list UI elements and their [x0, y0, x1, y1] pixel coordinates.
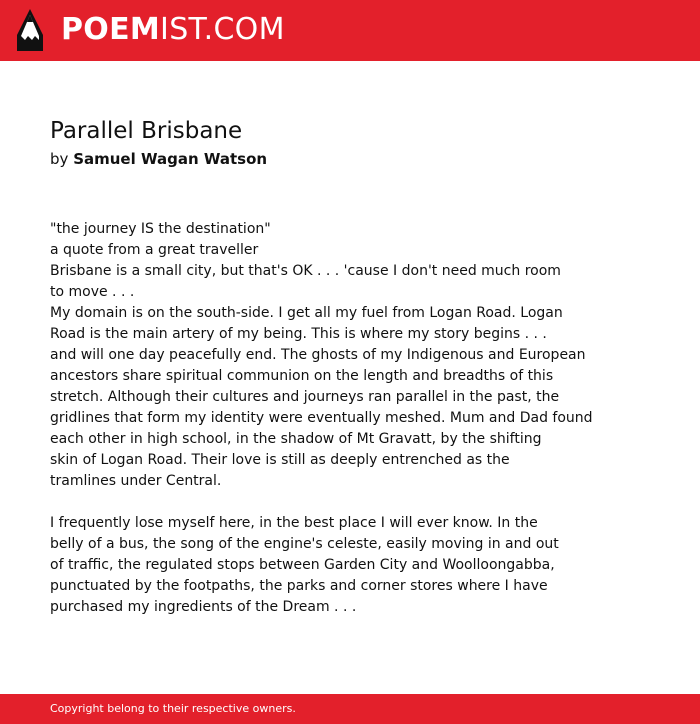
site-footer: [0, 694, 700, 724]
poem-line: ancestors share spiritual communion on the length and breadths of this: [50, 368, 554, 384]
poem-line: a quote from a great traveller: [50, 242, 259, 258]
poem-line: stretch. Although their cultures and journeys ran parallel in the past, the: [50, 389, 560, 405]
poem-line: I frequently lose myself here, in the best place I will ever know. In the: [50, 515, 538, 531]
poem-line: My domain is on the south-side. I get all my fuel from Logan Road. Logan: [50, 305, 563, 321]
byline: [50, 149, 267, 169]
site-header: [0, 0, 700, 61]
logo-bold-text: POEM: [61, 12, 161, 47]
copyright-text: Copyright belong to their respective owners.: [50, 702, 296, 715]
author-name: Samuel Wagan Watson: [73, 150, 268, 168]
site-logo[interactable]: [61, 11, 285, 49]
poem-line: Road is the main artery of my being. This is where my story begins . . .: [50, 326, 547, 342]
poem-line: Brisbane is a small city, but that's OK . . . 'cause I don't need much room: [50, 263, 561, 279]
poem-line: purchased my ingredients of the Dream . . .: [50, 599, 357, 615]
poem-line: and will one day peacefully end. The ghosts of my Indigenous and European: [50, 347, 586, 363]
poem-title: Parallel Brisbane: [50, 118, 243, 144]
poem-body: [50, 219, 670, 618]
poem-line: tramlines under Central.: [50, 473, 222, 489]
poem-line: gridlines that form my identity were eventually meshed. Mum and Dad found: [50, 410, 593, 426]
poem-line: belly of a bus, the song of the engine's celeste, easily moving in and out: [50, 536, 559, 552]
poem-line: "the journey IS the destination": [50, 221, 271, 237]
pencil-tip-icon[interactable]: [17, 9, 43, 51]
by-label: by: [50, 150, 69, 168]
poem-line: each other in high school, in the shadow of Mt Gravatt, by the shifting: [50, 431, 542, 447]
stanza-break: [50, 492, 670, 513]
poem-line: to move . . .: [50, 284, 135, 300]
poem-line: skin of Logan Road. Their love is still as deeply entrenched as the: [50, 452, 510, 468]
logo-light-text: IST.COM: [160, 12, 285, 47]
poem-line: of traffic, the regulated stops between Garden City and Woolloongabba,: [50, 557, 555, 573]
poem-line: punctuated by the footpaths, the parks and corner stores where I have: [50, 578, 548, 594]
